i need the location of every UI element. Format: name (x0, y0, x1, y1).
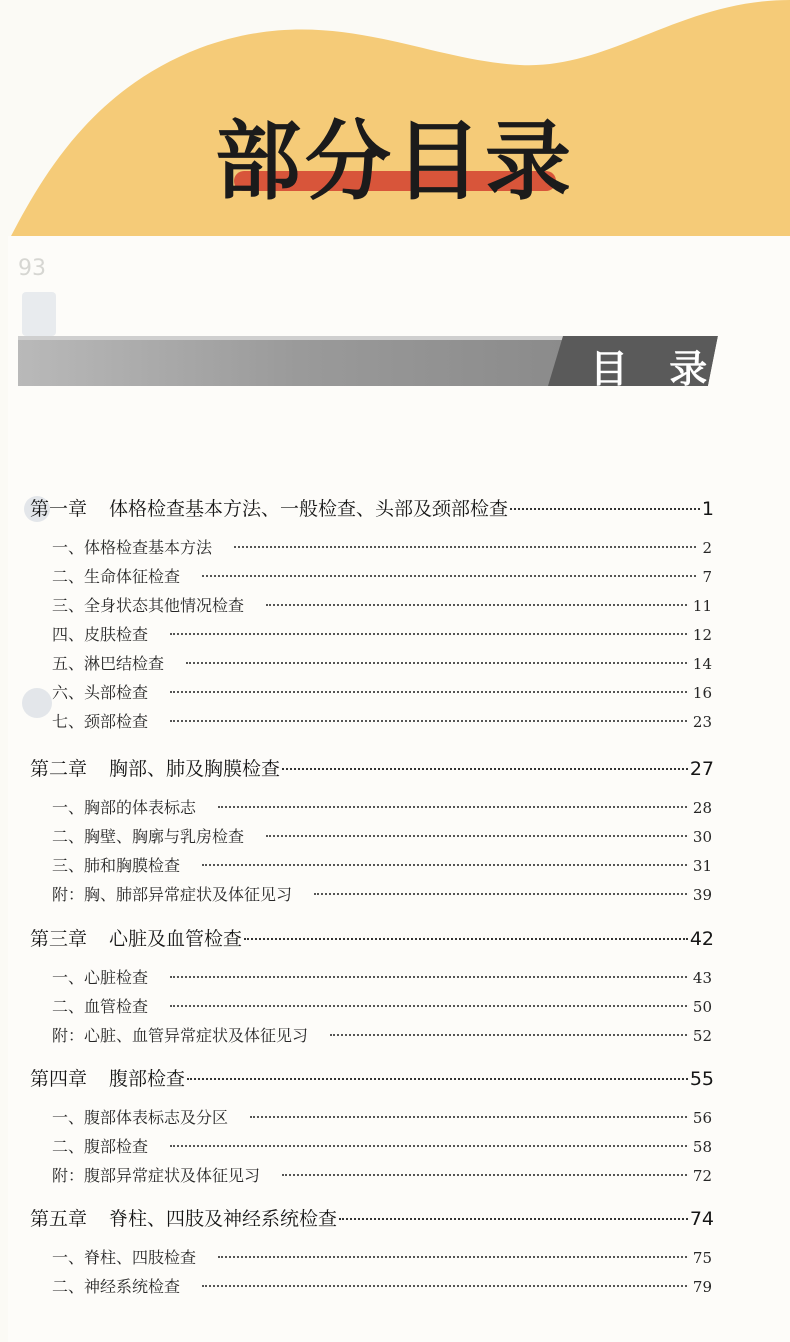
toc-section-row (52, 1245, 712, 1268)
toc-entry-title (30, 1204, 337, 1231)
toc-entry-title: 附：胸、肺部异常症状及体征见习 (52, 885, 293, 904)
toc-entry-title: 七、颈部检查 (52, 712, 149, 731)
toc-section-row (52, 593, 712, 616)
toc-section-row (52, 1105, 712, 1128)
toc-section-row (52, 1274, 712, 1297)
chapter-title: 体格检查基本方法、一般检查、头部及颈部检查 (109, 498, 509, 520)
dot-leader (170, 1145, 687, 1147)
page-number: 1 (701, 498, 714, 520)
dot-leader (218, 806, 687, 808)
dot-leader (186, 662, 687, 664)
dot-leader (282, 768, 688, 770)
chapter-number: 第二章 (30, 758, 88, 780)
page-number: 56 (692, 1109, 712, 1127)
toc-chapter-row (30, 1064, 714, 1091)
page-number: 55 (689, 1068, 714, 1090)
toc-section-row (52, 709, 712, 732)
toc-entry-title: 三、肺和胸膜检查 (52, 856, 181, 875)
dot-leader (282, 1174, 687, 1176)
page-number: 2 (702, 539, 712, 557)
chapter-number: 第四章 (30, 1068, 88, 1090)
dot-leader (170, 976, 687, 978)
page-number: 11 (692, 597, 712, 615)
toc-entry-title: 附：心脏、血管异常症状及体征见习 (52, 1026, 309, 1045)
dot-leader (339, 1218, 688, 1220)
dot-leader (234, 546, 696, 548)
toc-entry-title: 六、头部检查 (52, 683, 149, 702)
toc-entry-title (30, 924, 242, 951)
chapter-title: 腹部检查 (109, 1068, 186, 1090)
toc-entry-title (30, 754, 280, 781)
toc-entry-title: 二、血管检查 (52, 997, 149, 1016)
banner-title: 部分目录 (215, 112, 575, 212)
toc-entry-title: 一、心脏检查 (52, 968, 149, 987)
toc-section-row (52, 965, 712, 988)
toc-section-row (52, 994, 712, 1017)
toc-section-row (52, 651, 712, 674)
toc-section-row (52, 1023, 712, 1046)
page-number: 74 (689, 1208, 714, 1230)
page-number: 52 (692, 1027, 712, 1045)
dot-leader (330, 1034, 687, 1036)
dot-leader (314, 893, 687, 895)
dot-leader (202, 1285, 687, 1287)
page-number: 31 (692, 857, 712, 875)
toc-entry-title: 二、生命体征检查 (52, 567, 181, 586)
toc-chapter-row (30, 754, 714, 781)
dot-leader (266, 835, 687, 837)
page-number: 72 (692, 1167, 712, 1185)
dot-leader (187, 1078, 688, 1080)
toc-entry-title: 三、全身状态其他情况检查 (52, 596, 245, 615)
dot-leader (244, 938, 688, 940)
page-number-ghost: 93 (18, 256, 46, 281)
toc-section-row (52, 882, 712, 905)
toc-entry-title: 附：腹部异常症状及体征见习 (52, 1166, 261, 1185)
chapter-title: 胸部、肺及胸膜检查 (109, 758, 281, 780)
toc-entry-title: 四、皮肤检查 (52, 625, 149, 644)
chapter-number: 第三章 (30, 928, 88, 950)
dot-leader (202, 575, 696, 577)
toc-chapter-row (30, 924, 714, 951)
toc-chapter-row (30, 1204, 714, 1231)
toc-section-row (52, 795, 712, 818)
dot-leader (170, 691, 687, 693)
toc-section-row (52, 622, 712, 645)
toc-entry-title (30, 1064, 185, 1091)
page-number: 28 (692, 799, 712, 817)
toc-section-row (52, 1134, 712, 1157)
chapter-title: 心脏及血管检查 (109, 928, 243, 950)
page-number: 16 (692, 684, 712, 702)
dot-leader (250, 1116, 687, 1118)
toc-section-row (52, 853, 712, 876)
toc-section-row (52, 824, 712, 847)
toc-section-row (52, 535, 712, 558)
chapter-title: 脊柱、四肢及神经系统检查 (109, 1208, 338, 1230)
chapter-number: 第五章 (30, 1208, 88, 1230)
toc-entry-title: 二、神经系统检查 (52, 1277, 181, 1296)
page-number: 58 (692, 1138, 712, 1156)
dot-leader (510, 508, 700, 510)
dot-leader (170, 1005, 687, 1007)
dot-leader (170, 633, 687, 635)
dot-leader (202, 864, 687, 866)
dot-leader (170, 720, 687, 722)
toc-chapter-row (30, 494, 714, 521)
toc-section-row (52, 680, 712, 703)
toc-header-label: 目 录 (590, 346, 722, 391)
toc-section-row (52, 1163, 712, 1186)
page-number: 27 (689, 758, 714, 780)
toc-entry-title (30, 494, 508, 521)
page-number: 7 (702, 568, 712, 586)
toc-entry-title: 一、脊柱、四肢检查 (52, 1248, 197, 1267)
page-number: 42 (689, 928, 714, 950)
page-number: 43 (692, 969, 712, 987)
page-number: 79 (692, 1278, 712, 1296)
toc-entry-title: 二、腹部检查 (52, 1137, 149, 1156)
page-number: 30 (692, 828, 712, 846)
toc-entry-title: 一、胸部的体表标志 (52, 798, 197, 817)
toc-entry-title: 五、淋巴结检查 (52, 654, 165, 673)
page-number: 23 (692, 713, 712, 731)
page-number: 75 (692, 1249, 712, 1267)
toc-entry-title: 二、胸壁、胸廓与乳房检查 (52, 827, 245, 846)
chapter-number: 第一章 (30, 498, 88, 520)
page-number: 12 (692, 626, 712, 644)
dot-leader (266, 604, 687, 606)
page-number: 14 (692, 655, 712, 673)
toc-section-row (52, 564, 712, 587)
page-number: 50 (692, 998, 712, 1016)
toc-entry-title: 一、腹部体表标志及分区 (52, 1108, 229, 1127)
toc-entry-title: 一、体格检查基本方法 (52, 538, 213, 557)
dot-leader (218, 1256, 687, 1258)
page-number: 39 (692, 886, 712, 904)
